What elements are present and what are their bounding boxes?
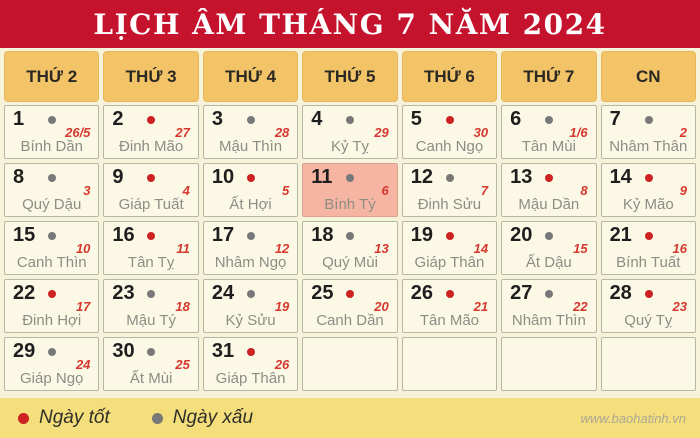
weekday-header-tue: THỨ 3 [103, 51, 198, 102]
day-cell[interactable] [501, 105, 596, 159]
solar-day-number: 16 [112, 224, 135, 246]
can-chi-label: Mậu Tý [126, 312, 176, 329]
day-cell[interactable] [601, 279, 696, 333]
day-quality-dot [48, 174, 56, 182]
can-chi-label: Giáp Thân [215, 370, 286, 387]
solar-day-number: 21 [609, 224, 632, 246]
day-quality-dot [48, 290, 56, 298]
day-quality-dot [545, 174, 553, 182]
lunar-day-number: 9 [679, 183, 687, 198]
lunar-day-number: 13 [374, 241, 389, 256]
can-chi-label: Quý Dậu [22, 196, 82, 213]
solar-day-number: 11 [311, 166, 333, 188]
solar-day-number: 10 [211, 166, 235, 188]
can-chi-label: Kỷ Sửu [225, 312, 276, 329]
weekday-header-mon: THỨ 2 [4, 51, 99, 102]
can-chi-label: Ất Dậu [525, 254, 572, 271]
lunar-day-number: 14 [473, 241, 489, 256]
lunar-day-number: 23 [672, 299, 687, 314]
day-quality-dot [147, 348, 155, 356]
weekday-header-fri: THỨ 6 [402, 51, 497, 102]
lunar-day-number: 2 [679, 125, 687, 140]
solar-day-number: 14 [609, 166, 632, 188]
solar-day-number: 15 [13, 224, 36, 246]
day-cell[interactable] [302, 279, 397, 333]
lunar-day-number: 20 [374, 299, 389, 314]
legend-bad-day [152, 407, 253, 429]
solar-day-number: 25 [311, 282, 334, 304]
day-cell[interactable] [103, 221, 198, 275]
good-day-label: Ngày tốt [39, 407, 110, 428]
solar-day-number: 29 [13, 340, 36, 362]
day-cell[interactable] [103, 105, 198, 159]
day-cell [601, 337, 696, 391]
can-chi-label: Bính Dần [20, 138, 83, 155]
solar-day-number: 17 [211, 224, 235, 246]
day-quality-dot [645, 174, 653, 182]
solar-day-number: 5 [410, 108, 422, 130]
lunar-day-number: 6 [381, 183, 389, 198]
day-cell[interactable] [501, 279, 596, 333]
legend-footer [0, 398, 700, 438]
lunar-day-number: 15 [573, 241, 588, 256]
day-quality-dot [48, 116, 56, 124]
day-cell[interactable] [601, 221, 696, 275]
day-cell [302, 337, 397, 391]
day-quality-dot [446, 232, 454, 240]
lunar-day-number: 27 [175, 125, 190, 140]
day-cell[interactable] [203, 337, 298, 391]
website-watermark: www.baohatinh.vn [580, 410, 686, 426]
can-chi-label: Nhâm Thìn [511, 312, 586, 329]
weekday-header-wed: THỨ 4 [203, 51, 298, 102]
can-chi-label: Nhâm Ngọ [214, 254, 287, 271]
solar-day-number: 31 [211, 340, 235, 362]
day-quality-dot [346, 232, 354, 240]
lunar-day-number: 19 [274, 299, 290, 314]
title-bar [0, 0, 700, 48]
can-chi-label: Canh Dần [316, 312, 384, 329]
lunar-day-number: 12 [274, 241, 290, 256]
solar-day-number: 18 [311, 224, 334, 246]
can-chi-label: Kỷ Mão [622, 196, 674, 213]
solar-day-number: 23 [112, 282, 135, 304]
bad-day-label: Ngày xấu [172, 407, 254, 428]
solar-day-number: 20 [510, 224, 533, 246]
can-chi-label: Quý Mùi [322, 254, 378, 271]
solar-day-number: 24 [211, 282, 235, 304]
lunar-day-number: 8 [580, 183, 588, 198]
day-quality-dot [545, 290, 553, 298]
lunar-day-number: 18 [175, 299, 190, 314]
day-quality-dot [247, 116, 255, 124]
legend-good-day [18, 407, 110, 429]
day-quality-dot [48, 232, 56, 240]
day-cell[interactable] [4, 105, 99, 159]
good-day-dot-icon [18, 413, 29, 424]
lunar-day-number: 26 [274, 357, 290, 372]
day-cell[interactable] [601, 105, 696, 159]
lunar-day-number: 25 [175, 357, 190, 372]
day-cell[interactable] [601, 163, 696, 217]
lunar-day-number: 17 [75, 299, 91, 314]
weekday-header-sun: CN [601, 51, 696, 102]
lunar-day-number: 28 [274, 125, 290, 140]
day-quality-dot [147, 290, 155, 298]
lunar-day-number: 29 [374, 125, 389, 140]
solar-day-number: 26 [410, 282, 433, 304]
day-cell[interactable] [103, 337, 198, 391]
can-chi-label: Kỷ Tỵ [330, 138, 370, 155]
can-chi-label: Tân Mùi [521, 138, 576, 155]
day-cell[interactable] [203, 221, 298, 275]
day-quality-dot [247, 174, 255, 182]
solar-day-number: 12 [410, 166, 433, 188]
day-cell[interactable] [4, 279, 99, 333]
solar-day-number: 3 [211, 108, 223, 130]
page-title: LỊCH ÂM THÁNG 7 NĂM 2024 [93, 7, 607, 41]
can-chi-label: Quý Tỵ [624, 312, 673, 329]
solar-day-number: 8 [13, 166, 25, 188]
can-chi-label: Nhâm Thân [609, 138, 688, 155]
can-chi-label: Tân Mão [419, 312, 480, 329]
lunar-day-number: 1/6 [569, 125, 588, 140]
can-chi-label: Mậu Dần [518, 196, 580, 213]
can-chi-label: Giáp Thân [414, 254, 485, 271]
can-chi-label: Bính Tuất [616, 254, 681, 271]
solar-day-number: 1 [13, 108, 25, 130]
lunar-day-number: 10 [75, 241, 91, 256]
day-cell[interactable] [501, 163, 596, 217]
day-cell[interactable] [501, 221, 596, 275]
lunar-day-number: 22 [573, 299, 588, 314]
can-chi-label: Tân Tỵ [127, 254, 175, 271]
lunar-day-number: 4 [182, 183, 190, 198]
day-quality-dot [147, 174, 155, 182]
weekday-header-sat: THỨ 7 [501, 51, 596, 102]
bad-day-dot-icon [152, 413, 163, 424]
day-cell[interactable] [4, 221, 99, 275]
solar-day-number: 6 [510, 108, 522, 130]
day-cell[interactable] [402, 163, 497, 217]
solar-day-number: 30 [112, 340, 135, 362]
day-cell [402, 337, 497, 391]
can-chi-label: Giáp Tuất [118, 196, 184, 213]
day-cell[interactable] [402, 105, 497, 159]
can-chi-label: Bính Tý [324, 196, 376, 213]
can-chi-label: Canh Ngọ [415, 138, 484, 155]
can-chi-label: Đinh Hợi [22, 312, 82, 329]
can-chi-label: Ất Mùi [129, 370, 173, 387]
day-cell[interactable] [203, 163, 298, 217]
lunar-day-number: 21 [473, 299, 489, 314]
day-quality-dot [545, 232, 553, 240]
solar-day-number: 4 [311, 108, 323, 130]
weekday-header-thu: THỨ 5 [302, 51, 397, 102]
lunar-day-number: 24 [75, 357, 91, 372]
day-quality-dot [346, 174, 354, 182]
day-quality-dot [247, 348, 255, 356]
can-chi-label: Ất Hợi [229, 196, 272, 213]
lunar-day-number: 11 [176, 241, 190, 256]
lunar-day-number: 7 [480, 183, 489, 198]
day-quality-dot [147, 232, 155, 240]
day-cell[interactable] [302, 163, 397, 217]
can-chi-label: Giáp Ngọ [20, 370, 84, 387]
day-cell[interactable] [302, 105, 397, 159]
lunar-day-number: 26/5 [65, 125, 91, 140]
solar-day-number: 28 [609, 282, 632, 304]
day-quality-dot [346, 116, 354, 124]
solar-day-number: 13 [510, 166, 533, 188]
solar-day-number: 22 [13, 282, 36, 304]
lunar-day-number: 3 [83, 183, 91, 198]
day-quality-dot [645, 290, 653, 298]
day-quality-dot [446, 116, 454, 124]
day-cell[interactable] [103, 279, 198, 333]
solar-day-number: 7 [609, 108, 621, 130]
can-chi-label: Canh Thìn [16, 254, 87, 271]
day-quality-dot [645, 232, 653, 240]
day-quality-dot [48, 348, 56, 356]
can-chi-label: Mậu Thìn [219, 138, 283, 155]
solar-day-number: 9 [112, 166, 124, 188]
lunar-day-number: 30 [473, 125, 489, 140]
day-quality-dot [147, 116, 155, 124]
can-chi-label: Đinh Mão [119, 138, 184, 155]
lunar-day-number: 16 [672, 241, 687, 256]
day-quality-dot [346, 290, 354, 298]
calendar-grid [0, 102, 700, 391]
day-cell[interactable] [402, 279, 497, 333]
lunar-day-number: 5 [282, 183, 290, 198]
day-cell[interactable] [103, 163, 198, 217]
day-cell[interactable] [203, 105, 298, 159]
day-cell[interactable] [402, 221, 497, 275]
can-chi-label: Đinh Sửu [417, 196, 482, 213]
day-quality-dot [247, 232, 255, 240]
solar-day-number: 19 [410, 224, 433, 246]
day-cell[interactable] [4, 337, 99, 391]
day-quality-dot [545, 116, 553, 124]
day-cell[interactable] [302, 221, 397, 275]
weekday-header-row [0, 48, 700, 102]
day-quality-dot [446, 174, 454, 182]
day-cell[interactable] [4, 163, 99, 217]
day-cell[interactable] [203, 279, 298, 333]
day-quality-dot [247, 290, 255, 298]
solar-day-number: 2 [112, 108, 124, 130]
day-quality-dot [645, 116, 653, 124]
solar-day-number: 27 [510, 282, 533, 304]
day-quality-dot [446, 290, 454, 298]
day-cell [501, 337, 596, 391]
